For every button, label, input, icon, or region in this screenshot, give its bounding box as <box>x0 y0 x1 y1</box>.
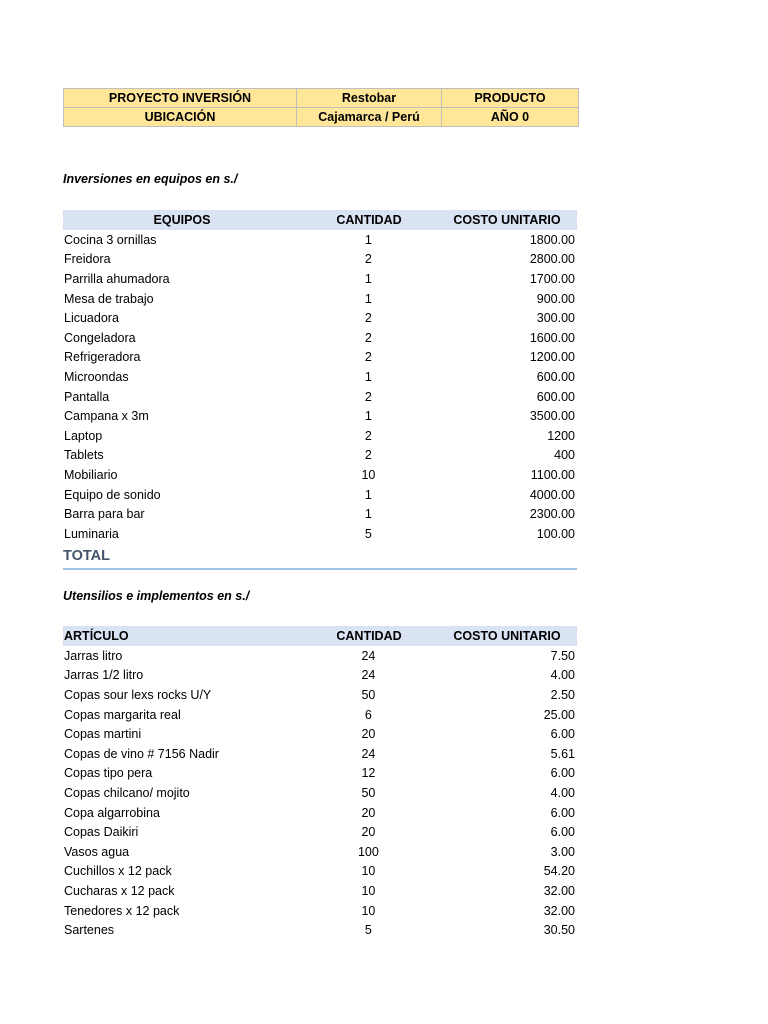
unit-cost-cell: 600.00 <box>536 369 575 384</box>
unit-cost-cell: 6.00 <box>550 766 575 781</box>
table-row <box>63 269 577 289</box>
year-label: AÑO 0 <box>442 108 579 127</box>
unit-cost-cell: 3.00 <box>550 844 575 859</box>
unit-cost-cell: 1200.00 <box>529 350 575 365</box>
quantity-cell: 2 <box>364 350 372 365</box>
table-row <box>63 308 577 328</box>
unit-cost-cell: 32.00 <box>543 883 575 898</box>
project-name: Restobar <box>297 89 442 108</box>
unit-cost-cell: 1700.00 <box>529 271 575 286</box>
quantity-cell: 12 <box>361 766 376 781</box>
quantity-cell: 10 <box>361 903 376 918</box>
quantity-cell: 2 <box>364 448 372 463</box>
quantity-cell: 20 <box>361 825 376 840</box>
quantity-cell: 24 <box>361 648 376 663</box>
quantity-cell: 5 <box>364 923 372 938</box>
table-row <box>63 822 577 842</box>
utensils-table <box>63 626 577 940</box>
table-row <box>63 289 577 309</box>
item-name-cell: Jarras 1/2 litro <box>64 668 144 683</box>
table-row <box>63 666 577 686</box>
item-name-cell: Tablets <box>64 448 104 463</box>
item-name-cell: Microondas <box>64 369 129 384</box>
unit-cost-cell: 7.50 <box>550 648 575 663</box>
product-label: PRODUCTO <box>442 89 579 108</box>
table-row <box>63 367 577 387</box>
project-info-row <box>64 89 579 108</box>
item-name-cell: Refrigeradora <box>64 350 141 365</box>
quantity-cell: 1 <box>364 232 372 247</box>
table-row <box>63 426 577 446</box>
equipment-total-row <box>63 544 577 570</box>
utensils-section-title: Utensilios e implementos en s./ <box>63 589 250 603</box>
table-row <box>63 465 577 485</box>
item-name-cell: Copas margarita real <box>64 707 181 722</box>
column-header-equipos: EQUIPOS <box>153 213 211 227</box>
item-name-cell: Luminaria <box>64 526 119 541</box>
location-label: UBICACIÓN <box>64 108 297 127</box>
table-row <box>63 250 577 270</box>
table-row <box>63 406 577 426</box>
table-row <box>63 685 577 705</box>
quantity-cell: 2 <box>364 311 372 326</box>
unit-cost-cell: 1200 <box>547 428 575 443</box>
unit-cost-cell: 400 <box>554 448 575 463</box>
table-row <box>63 485 577 505</box>
quantity-cell: 1 <box>364 271 372 286</box>
column-header-cantidad: CANTIDAD <box>336 629 402 643</box>
item-name-cell: Cuchillos x 12 pack <box>64 864 172 879</box>
unit-cost-cell: 4.00 <box>550 785 575 800</box>
table-row <box>63 328 577 348</box>
unit-cost-cell: 25.00 <box>543 707 575 722</box>
table-row <box>63 842 577 862</box>
item-name-cell: Copas chilcano/ mojito <box>64 785 190 800</box>
column-header-cantidad: CANTIDAD <box>336 213 402 227</box>
utensils-table-header <box>63 626 577 646</box>
table-row <box>63 744 577 764</box>
table-row <box>63 862 577 882</box>
unit-cost-cell: 6.00 <box>550 805 575 820</box>
unit-cost-cell: 2300.00 <box>529 507 575 522</box>
equipment-section-title: Inversiones en equipos en s./ <box>63 172 238 186</box>
unit-cost-cell: 4.00 <box>550 668 575 683</box>
unit-cost-cell: 1100.00 <box>530 467 575 482</box>
quantity-cell: 20 <box>361 727 376 742</box>
item-name-cell: Freidora <box>64 252 111 267</box>
quantity-cell: 2 <box>364 389 372 404</box>
item-name-cell: Copas Daikiri <box>64 825 139 840</box>
unit-cost-cell: 900.00 <box>536 291 575 306</box>
equipment-table-body <box>63 230 577 544</box>
quantity-cell: 24 <box>361 668 376 683</box>
equipment-table <box>63 210 577 570</box>
table-row <box>63 524 577 544</box>
table-row <box>63 348 577 368</box>
unit-cost-cell: 5.61 <box>550 746 575 761</box>
item-name-cell: Laptop <box>64 428 103 443</box>
item-name-cell: Equipo de sonido <box>64 487 161 502</box>
unit-cost-cell: 1600.00 <box>529 330 575 345</box>
table-row <box>63 705 577 725</box>
table-row <box>63 881 577 901</box>
quantity-cell: 1 <box>364 369 372 384</box>
item-name-cell: Sartenes <box>64 923 115 938</box>
column-header-articulo: ARTÍCULO <box>64 629 129 643</box>
quantity-cell: 20 <box>361 805 376 820</box>
table-row <box>63 646 577 666</box>
table-row <box>63 920 577 940</box>
unit-cost-cell: 54.20 <box>543 864 575 879</box>
table-row <box>63 230 577 250</box>
total-label: TOTAL <box>63 547 110 564</box>
quantity-cell: 100 <box>357 844 379 859</box>
item-name-cell: Cocina 3 ornillas <box>64 232 157 247</box>
item-name-cell: Mesa de trabajo <box>64 291 154 306</box>
project-label: PROYECTO INVERSIÓN <box>64 89 297 108</box>
unit-cost-cell: 2800.00 <box>529 252 575 267</box>
quantity-cell: 10 <box>361 467 376 482</box>
column-header-costo-unitario: COSTO UNITARIO <box>453 213 561 227</box>
unit-cost-cell: 32.00 <box>543 903 575 918</box>
project-info-table <box>63 88 579 127</box>
unit-cost-cell: 30.50 <box>543 923 575 938</box>
quantity-cell: 10 <box>361 883 376 898</box>
quantity-cell: 6 <box>364 707 372 722</box>
table-row <box>63 387 577 407</box>
table-row <box>63 783 577 803</box>
item-name-cell: Barra para bar <box>64 507 145 522</box>
table-row <box>63 803 577 823</box>
unit-cost-cell: 100.00 <box>536 526 575 541</box>
quantity-cell: 1 <box>364 487 372 502</box>
item-name-cell: Parrilla ahumadora <box>64 271 170 286</box>
quantity-cell: 1 <box>364 291 372 306</box>
location-value: Cajamarca / Perú <box>297 108 442 127</box>
equipment-table-header <box>63 210 577 230</box>
quantity-cell: 2 <box>364 330 372 345</box>
item-name-cell: Copas martini <box>64 727 142 742</box>
quantity-cell: 50 <box>361 687 376 702</box>
unit-cost-cell: 6.00 <box>550 727 575 742</box>
utensils-table-body <box>63 646 577 940</box>
item-name-cell: Jarras litro <box>64 648 123 663</box>
item-name-cell: Copas tipo pera <box>64 766 153 781</box>
table-row <box>63 446 577 466</box>
item-name-cell: Congeladora <box>64 330 136 345</box>
item-name-cell: Copas de vino # 7156 Nadir <box>64 746 219 761</box>
item-name-cell: Copas sour lexs rocks U/Y <box>64 687 212 702</box>
item-name-cell: Copa algarrobina <box>64 805 160 820</box>
quantity-cell: 5 <box>364 526 372 541</box>
column-header-costo-unitario: COSTO UNITARIO <box>453 629 561 643</box>
item-name-cell: Vasos agua <box>64 844 130 859</box>
table-row <box>63 504 577 524</box>
item-name-cell: Campana x 3m <box>64 409 149 424</box>
unit-cost-cell: 1800.00 <box>529 232 575 247</box>
table-row <box>63 764 577 784</box>
quantity-cell: 2 <box>364 252 372 267</box>
unit-cost-cell: 300.00 <box>536 311 575 326</box>
quantity-cell: 50 <box>361 785 376 800</box>
unit-cost-cell: 2.50 <box>550 687 575 702</box>
quantity-cell: 24 <box>361 746 376 761</box>
quantity-cell: 2 <box>364 428 372 443</box>
table-row <box>63 901 577 921</box>
item-name-cell: Tenedores x 12 pack <box>64 903 180 918</box>
quantity-cell: 1 <box>364 409 372 424</box>
item-name-cell: Cucharas x 12 pack <box>64 883 175 898</box>
quantity-cell: 10 <box>361 864 376 879</box>
item-name-cell: Mobiliario <box>64 467 118 482</box>
unit-cost-cell: 4000.00 <box>529 487 575 502</box>
unit-cost-cell: 6.00 <box>550 825 575 840</box>
unit-cost-cell: 3500.00 <box>529 409 575 424</box>
unit-cost-cell: 600.00 <box>536 389 575 404</box>
table-row <box>63 724 577 744</box>
item-name-cell: Pantalla <box>64 389 110 404</box>
location-info-row <box>64 108 579 127</box>
quantity-cell: 1 <box>364 507 372 522</box>
item-name-cell: Licuadora <box>64 311 119 326</box>
